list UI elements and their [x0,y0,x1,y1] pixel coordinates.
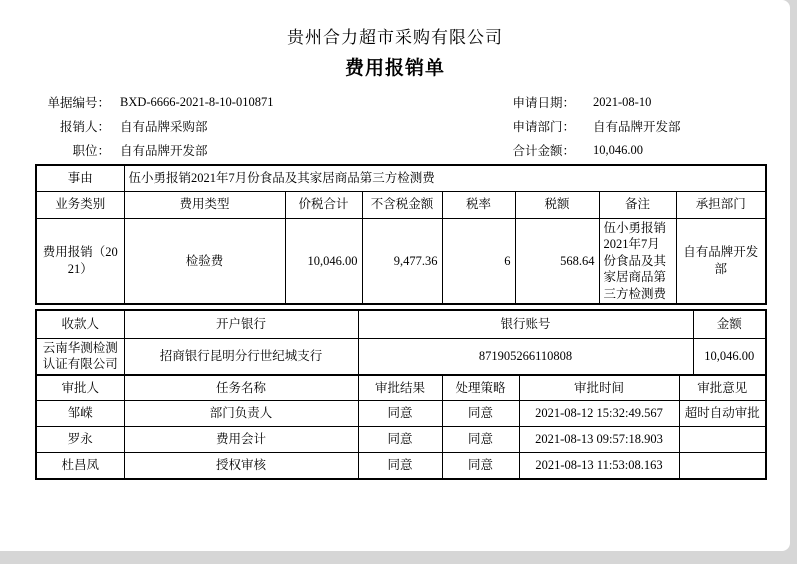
table-cell: 杜昌凤 [36,453,124,479]
column-header: 审批结果 [358,375,442,401]
table-cell [679,427,766,453]
approval-table-header-row [36,375,766,401]
table-cell: 同意 [442,401,519,427]
table-cell: 10,046.00 [693,338,766,375]
field-row [35,114,765,138]
column-header: 处理策略 [442,375,519,401]
payee-table-header-row [36,310,766,338]
apply-dept-value: 自有品牌开发部 [593,120,681,134]
position-value: 自有品牌开发部 [120,144,208,158]
form-title: 费用报销单 [344,58,445,79]
apply-date-value: 2021-08-10 [593,94,652,109]
table-cell: 授权审核 [124,453,358,479]
table-cell: 费用报销（2021） [36,218,124,304]
column-header: 审批时间 [519,375,679,401]
table-cell: 同意 [358,453,442,479]
column-header: 税额 [515,191,599,218]
table-cell: 邹嵘 [36,401,124,427]
column-header: 开户银行 [124,310,358,338]
table-cell [679,453,766,479]
table-cell: 2021-08-13 11:53:08.163 [519,453,679,479]
position-label: 职位： [72,144,110,158]
table-cell: 同意 [442,453,519,479]
column-header: 价税合计 [285,191,362,218]
table-cell: 罗永 [36,427,124,453]
column-header: 承担部门 [676,191,766,218]
claimant-label: 报销人： [59,120,110,134]
table-cell: 568.64 [515,218,599,304]
table-row [36,453,766,479]
expense-table-header-row [36,191,766,218]
table-row [36,338,766,375]
table-cell: 检验费 [124,218,285,304]
table-cell: 部门负责人 [124,401,358,427]
title-block [0,26,790,82]
table-row [36,427,766,453]
column-header: 备注 [599,191,676,218]
approval-table [35,374,767,480]
table-cell: 同意 [358,401,442,427]
claimant-value: 自有品牌采购部 [120,120,208,134]
reason-value: 伍小勇报销2021年7月份食品及其家居商品第三方检测费 [124,165,766,191]
table-row [36,218,766,304]
column-header: 税率 [442,191,515,218]
table-cell: 871905266110808 [358,338,693,375]
table-cell: 伍小勇报销2021年7月份食品及其家居商品第三方检测费 [599,218,676,304]
column-header: 审批意见 [679,375,766,401]
column-header: 不含税金额 [362,191,442,218]
doc-number-value: BXD-6666-2021-8-10-010871 [120,94,274,109]
expense-table [35,164,767,305]
column-header: 金额 [693,310,766,338]
reason-label: 事由 [36,165,124,191]
company-title: 贵州合力超市采购有限公司 [287,28,503,47]
column-header: 审批人 [36,375,124,401]
field-row [35,90,765,114]
table-cell: 超时自动审批 [679,401,766,427]
table-cell: 10,046.00 [285,218,362,304]
apply-date-label: 申请日期： [512,96,575,110]
apply-dept-label: 申请部门： [512,120,575,134]
doc-number-label: 单据编号： [47,96,110,110]
column-header: 银行账号 [358,310,693,338]
table-cell: 费用会计 [124,427,358,453]
table-cell: 6 [442,218,515,304]
field-row [35,138,765,162]
table-row [36,401,766,427]
table-cell: 2021-08-13 09:57:18.903 [519,427,679,453]
table-cell: 同意 [442,427,519,453]
table-cell: 同意 [358,427,442,453]
column-header: 收款人 [36,310,124,338]
total-amount-value: 10,046.00 [593,142,643,157]
column-header: 业务类别 [36,191,124,218]
table-cell: 2021-08-12 15:32:49.567 [519,401,679,427]
total-amount-label: 合计金额： [512,144,575,158]
reason-row [36,165,766,191]
header-fields [35,90,765,162]
table-cell: 自有品牌开发部 [676,218,766,304]
payee-table [35,309,767,376]
table-cell: 云南华测检测认证有限公司 [36,338,124,375]
column-header: 费用类型 [124,191,285,218]
table-cell: 招商银行昆明分行世纪城支行 [124,338,358,375]
table-cell: 9,477.36 [362,218,442,304]
column-header: 任务名称 [124,375,358,401]
